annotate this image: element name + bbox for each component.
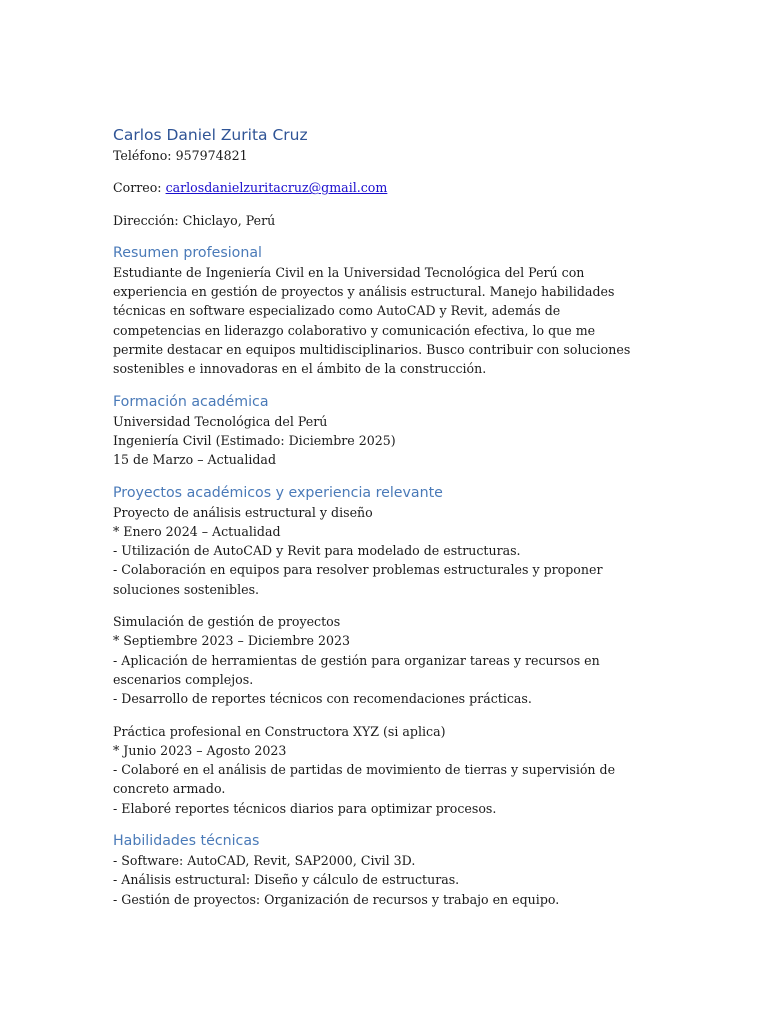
skill-item: - Gestión de proyectos: Organización de recursos y trabajo en equipo.: [113, 891, 560, 907]
email-label: Correo:: [113, 180, 162, 196]
project-item: [113, 612, 643, 708]
summary-text: Estudiante de Ingeniería Civil en la Universidad Tecnológica del Perú con experiencia en gestión de proyectos y análisis estructural. Manejo habilidades técnicas en software especializado como AutoCAD y Revit, además de competencias en liderazgo colaborativo y comunicación efectiva, lo que me permite destacar en equipos multidisciplinarios. Busco contribuir con soluciones sostenibles e innovadoras en el ámbito de la construcción.: [113, 264, 631, 377]
phone-label: Teléfono:: [113, 148, 172, 163]
project-bullet: - Colaboré en el análisis de partidas de movimiento de tierras y supervisión de concreto armado.: [113, 762, 616, 797]
skill-item: - Análisis estructural: Diseño y cálculo de estructuras.: [113, 872, 460, 888]
address-line: [113, 211, 643, 230]
project-bullet: - Desarrollo de reportes técnicos con recomendaciones prácticas.: [113, 691, 532, 707]
project-bullet: - Elaboré reportes técnicos diarios para optimizar procesos.: [113, 800, 497, 816]
project-item: [113, 503, 643, 599]
project-title: Práctica profesional en Constructora XYZ (si aplica): [113, 723, 446, 739]
skills-heading: Habilidades técnicas: [113, 833, 260, 850]
education-university: Universidad Tecnológica del Perú: [113, 413, 328, 429]
project-title: Simulación de gestión de proyectos: [113, 614, 341, 630]
education-heading: Formación académica: [113, 393, 269, 410]
resume-document: [113, 124, 643, 909]
project-bullet: - Aplicación de herramientas de gestión para organizar tareas y recursos en escenarios complejos.: [113, 652, 600, 687]
phone-line: [113, 146, 643, 165]
email-line: [113, 178, 643, 197]
project-dates: * Septiembre 2023 – Diciembre 2023: [113, 633, 351, 649]
phone-value: 957974821: [175, 148, 248, 163]
education-degree: Ingeniería Civil (Estimado: Diciembre 2025): [113, 432, 396, 448]
projects-heading: Proyectos académicos y experiencia relevante: [113, 484, 443, 501]
project-title: Proyecto de análisis estructural y diseño: [113, 504, 373, 520]
address-value: Chiclayo, Perú: [182, 212, 276, 228]
summary-heading: Resumen profesional: [113, 244, 262, 261]
education-dates: 15 de Marzo – Actualidad: [113, 452, 277, 468]
address-label: Dirección:: [113, 212, 179, 228]
candidate-name: Carlos Daniel Zurita Cruz: [113, 126, 308, 144]
project-dates: * Junio 2023 – Agosto 2023: [113, 742, 287, 758]
project-item: [113, 722, 643, 818]
project-dates: * Enero 2024 – Actualidad: [113, 523, 281, 539]
project-bullet: - Colaboración en equipos para resolver problemas estructurales y proponer soluciones sostenibles.: [113, 562, 603, 597]
email-link[interactable]: carlosdanielzuritacruz@gmail.com: [165, 180, 388, 196]
skill-item: - Software: AutoCAD, Revit, SAP2000, Civil 3D.: [113, 853, 416, 869]
project-bullet: - Utilización de AutoCAD y Revit para modelado de estructuras.: [113, 543, 521, 559]
